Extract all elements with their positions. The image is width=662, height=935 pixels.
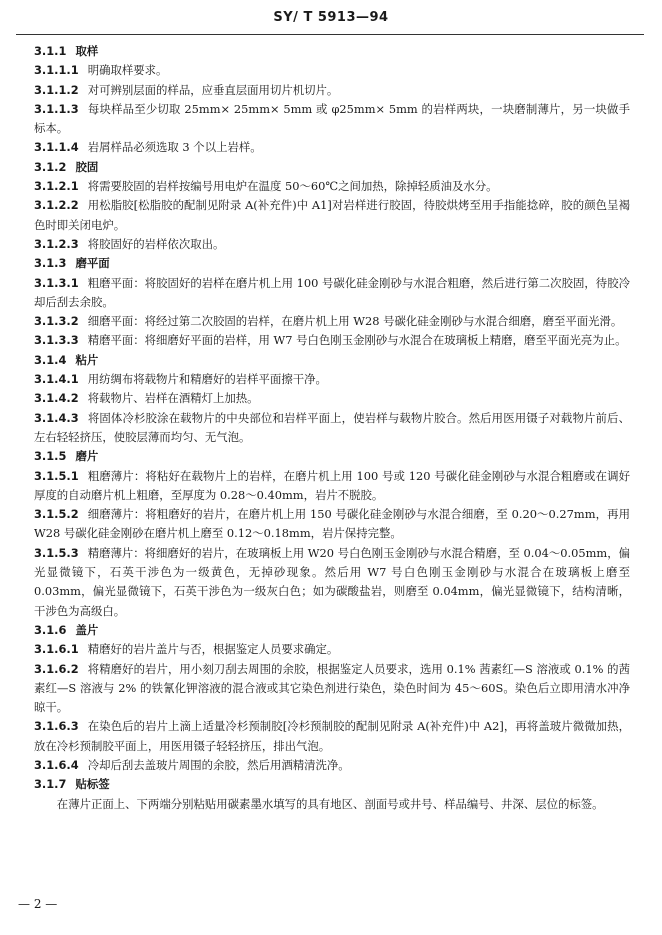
clause-text: 将固体冷杉胶涂在载物片的中央部位和岩样平面上，使岩样与载物片胶合。然后用医用镊子对载物片前后、左右轻轻挤压，使胶层薄而均匀、无气泡。 bbox=[34, 410, 630, 444]
clause-number: 3.1.6 bbox=[34, 622, 67, 637]
clause-number: 3.1.5.1 bbox=[34, 468, 79, 483]
clause-paragraph bbox=[34, 61, 630, 80]
clause-paragraph bbox=[34, 274, 630, 313]
page-number: — 2 — bbox=[18, 897, 58, 911]
clause-number: 3.1.2.3 bbox=[34, 236, 79, 251]
clause-text: 将需要胶固的岩样按编号用电炉在温度 50～60℃之间加热，除掉轻质油及水分。 bbox=[87, 179, 498, 194]
clause-number: 3.1.4.1 bbox=[34, 372, 79, 387]
clause-number: 3.1.5 bbox=[34, 449, 67, 464]
clause-paragraph bbox=[34, 717, 630, 756]
clause-paragraph bbox=[34, 331, 630, 350]
section-title: 盖片 bbox=[75, 622, 99, 637]
clause-text: 精磨平面：将细磨好平面的岩样，用 W7 号白色刚玉金刚砂与水混合在玻璃板上精磨，磨至平面光亮为止。 bbox=[87, 333, 627, 348]
clause-paragraph bbox=[34, 389, 630, 408]
clause-paragraph bbox=[34, 467, 630, 506]
clause-number: 3.1.5.2 bbox=[34, 507, 79, 522]
clause-number: 3.1.4.2 bbox=[34, 391, 79, 406]
section-heading bbox=[34, 447, 630, 466]
clause-number: 3.1.1.4 bbox=[34, 140, 79, 155]
clause-paragraph bbox=[34, 100, 630, 139]
clause-text: 细磨薄片：将粗磨好的岩片，在磨片机上用 150 号碳化硅金刚砂与水混合细磨，至 0.20～0.27mm，再用 W28 号碳化硅金刚砂在磨片机上磨至 0.12～0.18mm，岩片保持完整。 bbox=[34, 507, 630, 541]
clause-paragraph bbox=[34, 81, 630, 100]
clause-number: 3.1.6.1 bbox=[34, 642, 79, 657]
clause-text: 将胶固好的岩样依次取出。 bbox=[87, 236, 225, 251]
clause-paragraph bbox=[34, 370, 630, 389]
section-title: 磨平面 bbox=[75, 256, 110, 271]
clause-paragraph bbox=[34, 660, 630, 718]
clause-number: 3.1.6.3 bbox=[34, 719, 79, 734]
clause-paragraph bbox=[34, 756, 630, 775]
clause-text: 冷却后刮去盖玻片周围的余胶，然后用酒精清洗净。 bbox=[87, 757, 350, 772]
clause-paragraph bbox=[34, 138, 630, 157]
clause-number: 3.1.2.2 bbox=[34, 198, 79, 213]
clause-number: 3.1.1.2 bbox=[34, 82, 79, 97]
clause-paragraph bbox=[34, 409, 630, 448]
section-title: 磨片 bbox=[75, 449, 99, 464]
section-heading bbox=[34, 158, 630, 177]
clause-text: 在染色后的岩片上滴上适量冷杉预制胶[冷杉预制胶的配制见附录 A(补充件)中 A2]，再将盖玻片微微加热，放在冷杉预制胶平面上，用医用镊子轻轻挤压，排出气泡。 bbox=[34, 719, 630, 753]
clause-text: 粗磨平面：将胶固好的岩样在磨片机上用 100 号碳化硅金刚砂与水混合粗磨，然后进行第二次胶固，待胶冷却后刮去余胶。 bbox=[34, 275, 630, 309]
clause-text: 用松脂胶[松脂胶的配制见附录 A(补充件)中 A1]对岩样进行胶固，待胶烘烤至用手指能捻碎，胶的颜色呈褐色时即关闭电炉。 bbox=[34, 198, 630, 232]
section-title: 胶固 bbox=[75, 159, 99, 174]
section-title: 贴标签 bbox=[75, 777, 110, 792]
clause-number: 3.1.1 bbox=[34, 44, 67, 58]
clause-text: 细磨平面：将经过第二次胶固的岩样，在磨片机上用 W28 号碳化硅金刚砂与水混合细磨，磨至平面光滑。 bbox=[87, 314, 623, 329]
clause-number: 3.1.5.3 bbox=[34, 545, 79, 560]
clause-number: 3.1.6.4 bbox=[34, 757, 79, 772]
section-title: 取样 bbox=[75, 44, 99, 58]
section-heading bbox=[34, 775, 630, 794]
clause-text: 在薄片正面上、下两端分别粘贴用碳素墨水填写的具有地区、剖面号或井号、样品编号、井深、层位的标签。 bbox=[56, 796, 604, 811]
clause-text: 精磨好的岩片盖片与否，根据鉴定人员要求确定。 bbox=[87, 642, 339, 657]
clause-number: 3.1.3 bbox=[34, 256, 67, 271]
clause-text: 明确取样要求。 bbox=[87, 63, 168, 78]
clause-paragraph bbox=[34, 196, 630, 235]
clause-paragraph bbox=[34, 640, 630, 659]
section-heading bbox=[34, 254, 630, 273]
clause-text: 岩屑样品必须选取 3 个以上岩样。 bbox=[87, 140, 262, 155]
clause-number: 3.1.3.3 bbox=[34, 333, 79, 348]
document-body bbox=[34, 42, 630, 814]
clause-number: 3.1.2 bbox=[34, 159, 67, 174]
clause-paragraph bbox=[34, 235, 630, 254]
clause-number: 3.1.6.2 bbox=[34, 661, 79, 676]
clause-paragraph bbox=[34, 544, 630, 621]
clause-text: 将精磨好的岩片，用小刻刀刮去周围的余胶，根据鉴定人员要求，选用 0.1% 茜素红—S 溶液或 0.1% 的茜素红—S 溶液与 2% 的铁氰化钾溶液的混合液或其它染色剂进行染色，染色时间为 45～60S。染色后立即用清水冲净晾干。 bbox=[34, 661, 630, 715]
clause-text: 将载物片、岩样在酒精灯上加热。 bbox=[87, 391, 259, 406]
clause-text: 每块样品至少切取 25mm× 25mm× 5mm 或 φ25mm× 5mm 的岩样两块，一块磨制薄片，另一块做手标本。 bbox=[34, 101, 630, 136]
clause-paragraph bbox=[34, 177, 630, 196]
clause-text: 对可辨别层面的样品，应垂直层面用切片机切片。 bbox=[87, 82, 339, 97]
clause-text: 精磨薄片：将细磨好的岩片，在玻璃板上用 W20 号白色刚玉金刚砂与水混合精磨，至 0.04～0.05mm，偏光显微镜下，石英干涉色为一级黄色，无掉砂现象。然后用 W7 号白色刚玉金刚砂与水混合在玻璃板上磨至 0.03mm，偏光显微镜下，石英干涉色为一级灰白色；如为碳酸盐岩，则磨至 0.04mm，偏光显微镜下，结构清晰，干涉色为高级白。 bbox=[34, 545, 630, 618]
clause-paragraph bbox=[34, 505, 630, 544]
clause-number: 3.1.1.1 bbox=[34, 63, 79, 78]
clause-text: 粗磨薄片：将粘好在载物片上的岩样，在磨片机上用 100 号或 120 号碳化硅金刚砂与水混合粗磨或在调好厚度的自动磨片机上粗磨，至厚度为 0.28～0.40mm，岩片不脱胶。 bbox=[34, 468, 630, 502]
clause-number: 3.1.3.2 bbox=[34, 314, 79, 329]
clause-number: 3.1.2.1 bbox=[34, 179, 79, 194]
clause-paragraph bbox=[34, 312, 630, 331]
section-title: 粘片 bbox=[75, 352, 99, 367]
clause-number: 3.1.3.1 bbox=[34, 275, 79, 290]
clause-number: 3.1.4.3 bbox=[34, 410, 79, 425]
document-header: SY/ T 5913—94 bbox=[273, 10, 389, 25]
clause-number: 3.1.4 bbox=[34, 352, 67, 367]
header-rule bbox=[16, 34, 644, 35]
clause-number: 3.1.1.3 bbox=[34, 101, 79, 116]
section-heading bbox=[34, 42, 630, 61]
clause-text: 用纺绸布将载物片和精磨好的岩样平面擦干净。 bbox=[87, 372, 327, 387]
section-heading bbox=[34, 621, 630, 640]
clause-paragraph bbox=[34, 795, 630, 814]
clause-number: 3.1.7 bbox=[34, 777, 67, 792]
section-heading bbox=[34, 351, 630, 370]
